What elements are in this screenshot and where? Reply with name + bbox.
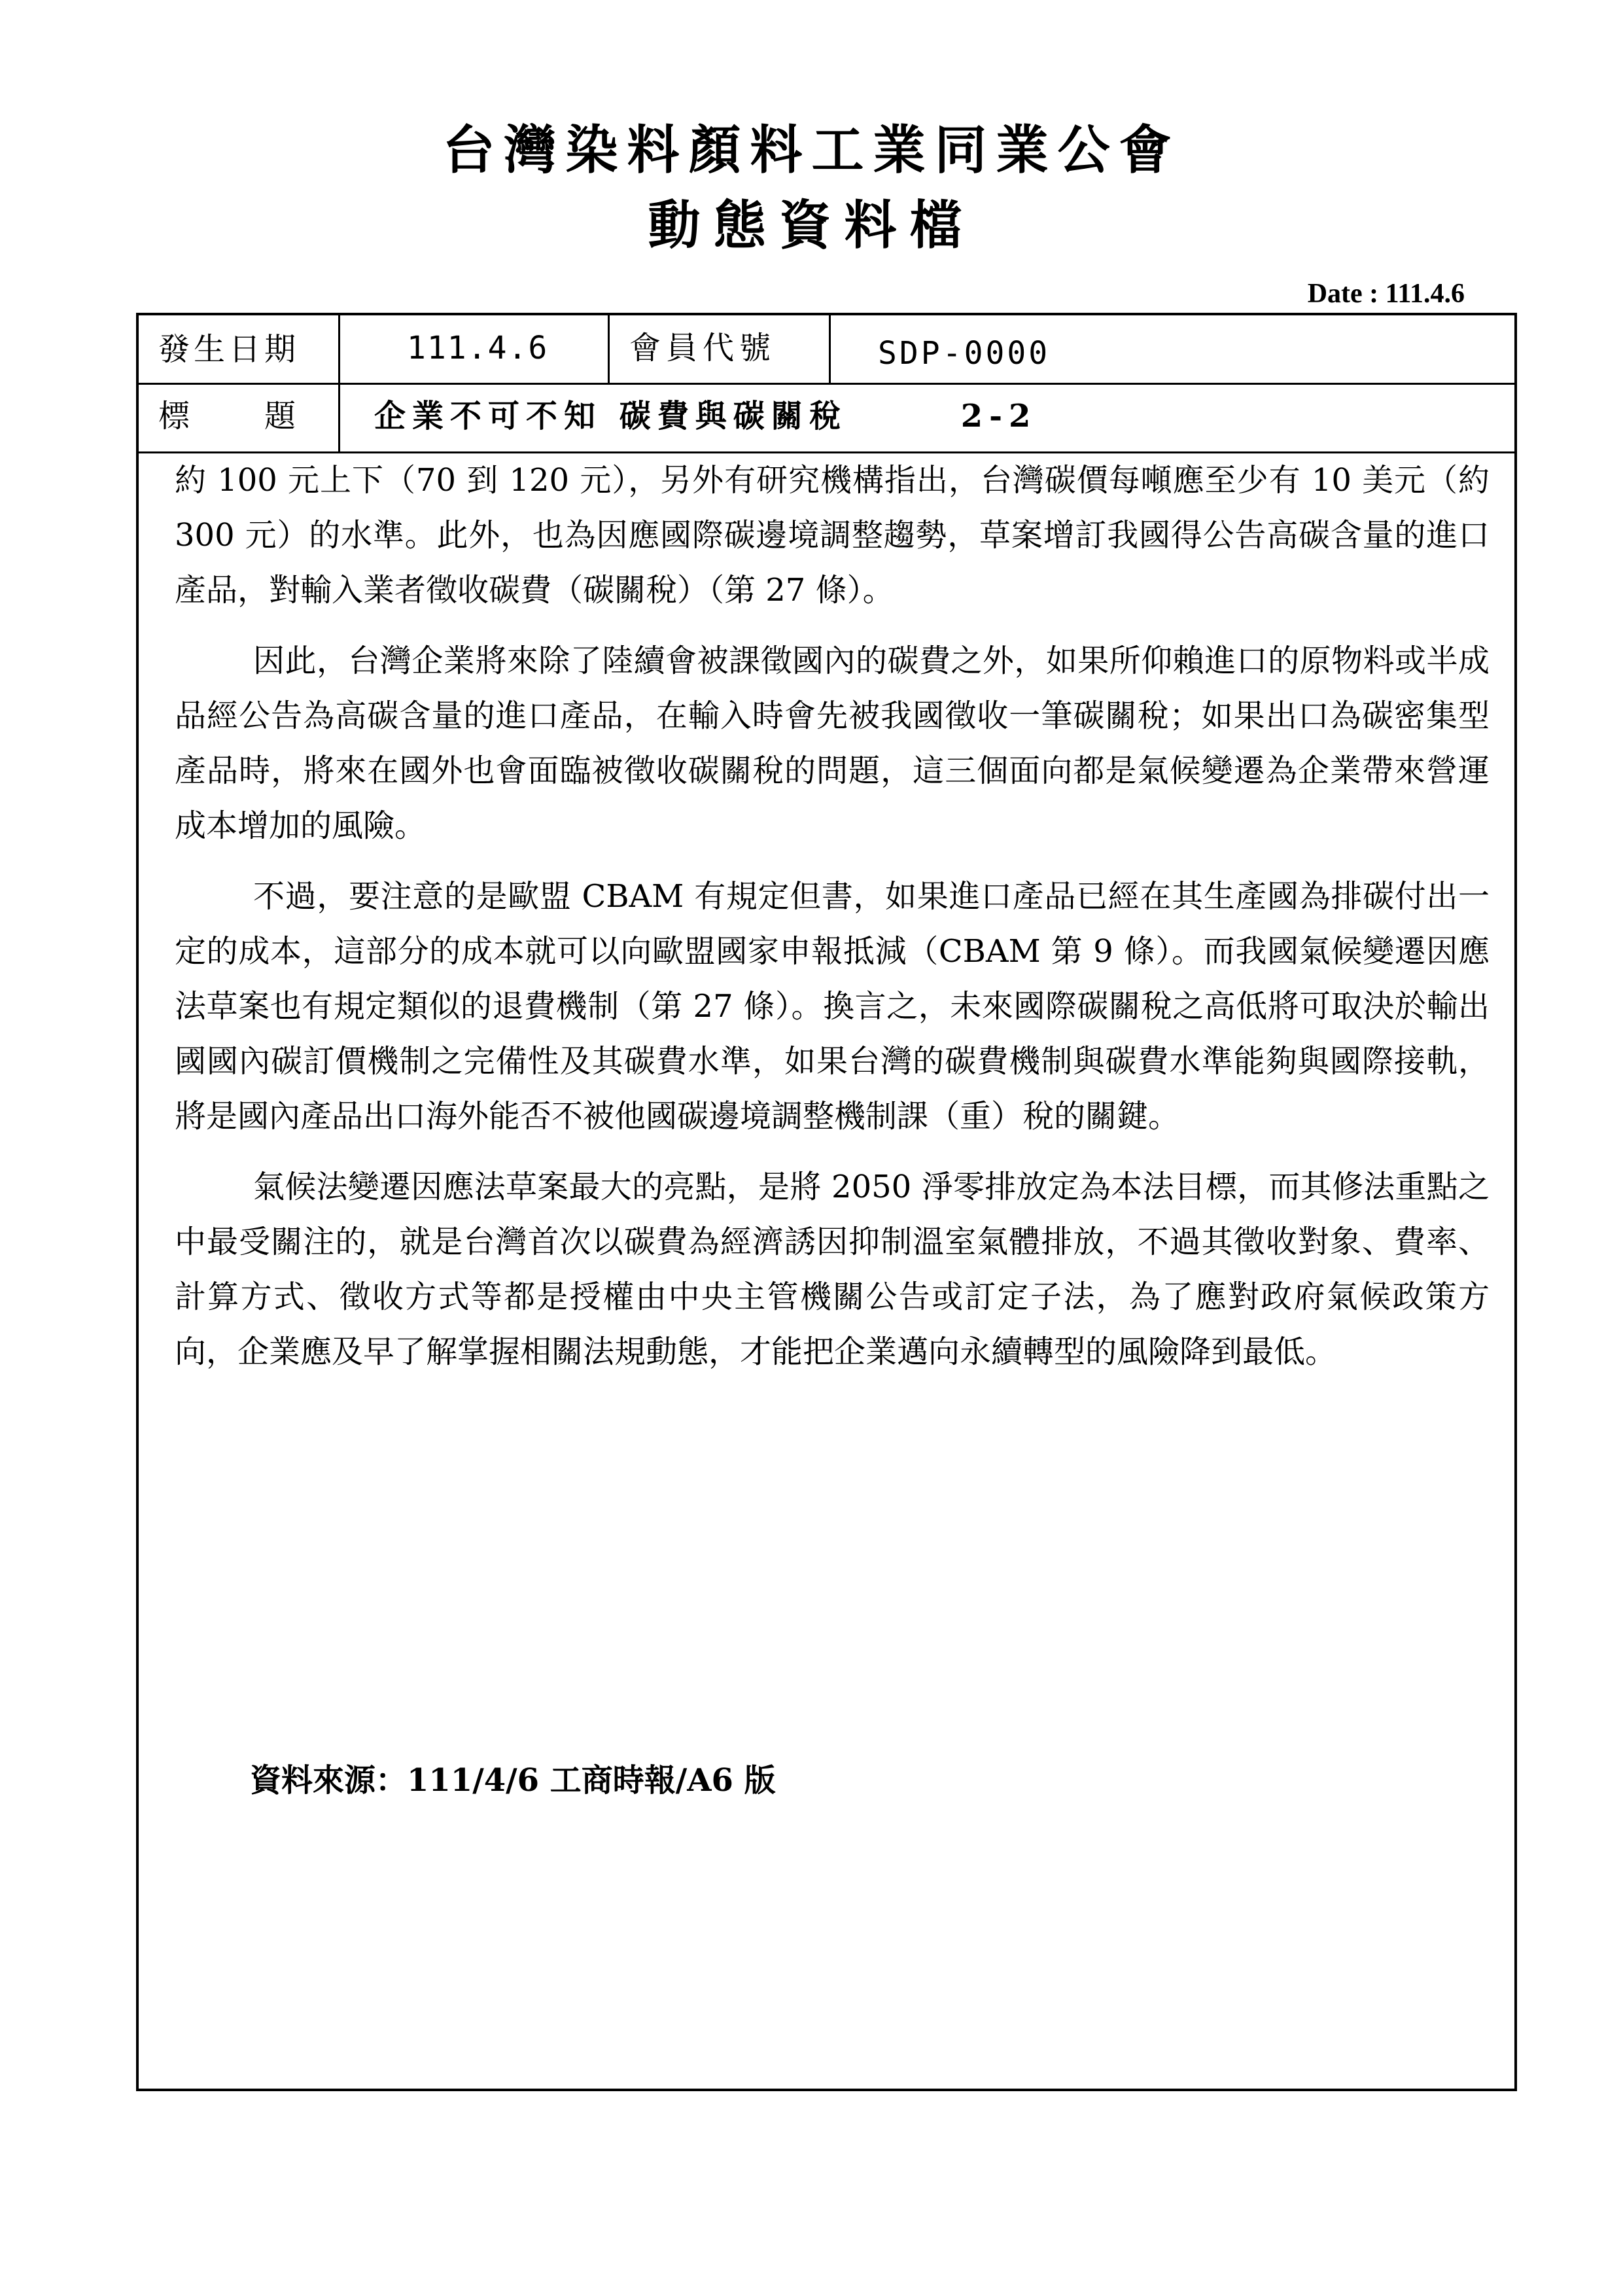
col-divider [608, 315, 610, 383]
occur-date-value: 111.4.6 [407, 330, 549, 366]
paragraph: 不過，要注意的是歐盟 CBAM 有規定但書，如果進口產品已經在其生產國為排碳付出一定的成本，這部分的成本就可以向歐盟國家申報抵減（CBAM 第 9 條）。而我國氣候變遷因應法草案也有規定類似的退費機制（第 27 條）。換言之，未來國際碳關稅之高低將可取決於輸出國國內碳訂價機制之完備性及其碳費水準，如果台灣的碳費機制與碳費水準能夠與國際接軌，將是國內產品出口海外能否不被他國碳邊境調整機制課（重）稅的關鍵。 [175, 878, 1490, 1135]
member-code-label: 會員代號 [629, 330, 777, 366]
subject-label: 標 題 [158, 398, 300, 434]
article-body [175, 453, 1490, 1395]
source-citation: 資料來源：111/4/6 工商時報/A6 版 [250, 1762, 776, 1799]
doc-title: 動態資料檔 [648, 195, 975, 256]
col-divider [338, 315, 340, 451]
col-divider [829, 315, 831, 383]
record-frame [136, 313, 1517, 2091]
subject-value: 企業不可不知 碳費與碳關稅 2-2 [374, 398, 1038, 434]
paragraph: 約 100 元上下（70 到 120 元），另外有研究機構指出，台灣碳價每噸應至少有 10 美元（約 300 元）的水準。此外，也為因應國際碳邊境調整趨勢，草案增訂我國得公告高碳含量的進口產品，對輸入業者徵收碳費（碳關稅）（第 27 條）。 [175, 462, 1490, 609]
occur-date-label: 發生日期 [158, 331, 300, 368]
org-title: 台灣染料顏料工業同業公會 [442, 120, 1181, 181]
paragraph: 氣候法變遷因應法草案最大的亮點，是將 2050 淨零排放定為本法目標，而其修法重點之中最受關注的，就是台灣首次以碳費為經濟誘因抑制溫室氣體排放，不過其徵收對象、費率、計算方式、徵收方式等都是授權由中央主管機關公告或訂定子法，為了應對政府氣候政策方向，企業應及早了解掌握相關法規動態，才能把企業邁向永續轉型的風險降到最低。 [175, 1169, 1490, 1370]
paragraph: 因此，台灣企業將來除了陸續會被課徵國內的碳費之外，如果所仰賴進口的原物料或半成品經公告為高碳含量的進口產品，在輸入時會先被我國徵收一筆碳關稅；如果出口為碳密集型產品時，將來在國外也會面臨被徵收碳關稅的問題，這三個面向都是氣候變遷為企業帶來營運成本增加的風險。 [175, 643, 1490, 844]
doc-date: Date : 111.4.6 [1307, 279, 1465, 309]
member-code-value: SDP-0000 [878, 335, 1051, 372]
